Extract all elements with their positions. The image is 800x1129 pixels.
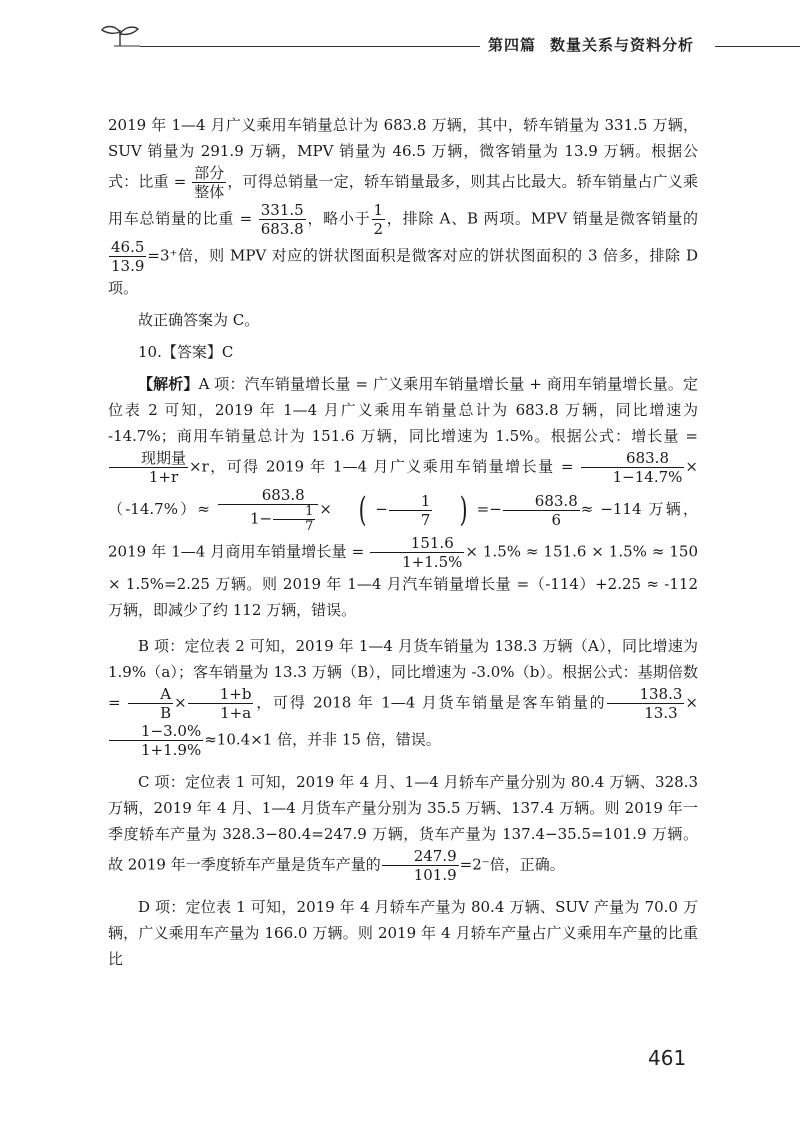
denominator: 1+r bbox=[148, 468, 179, 486]
numerator: 683.8 bbox=[503, 492, 580, 511]
denominator: 1+a bbox=[220, 704, 252, 722]
text: 2019 年 1—4 月广义乘用车销量总计为 683.8 万辆，其中，轿车销量为 331.5 万辆，SUV 销量为 291.9 万辆，MPV 销量为 46.5 万辆，微客销量为 13.9 万辆。根据公式：比重 = bbox=[108, 116, 698, 191]
fraction-passenger-base bbox=[581, 449, 685, 486]
minus-sign: − bbox=[375, 500, 388, 518]
page-body bbox=[108, 112, 698, 972]
text: C 项：定位表 1 可知，2019 年 4 月、1—4 月轿车产量分别为 80.4 万辆、328.3 万辆，2019 年 4 月、1—4 月货车产量分别为 35.5 万辆、137.4 万辆。则 2019 年一季度轿车产量为 328.3−80.4=247.9 万辆，货车产量为 137.4−35.5=101.9 万辆。故 2019 年一季度轿车产量是货车产量的 bbox=[108, 773, 698, 874]
right-paren: ) bbox=[460, 490, 469, 530]
denominator: 101.9 bbox=[413, 866, 457, 884]
numerator: 部分 bbox=[194, 164, 225, 182]
fraction-sedan-truck bbox=[382, 847, 459, 884]
page-number: 461 bbox=[648, 1046, 687, 1070]
numerator: 683.8 bbox=[581, 449, 685, 468]
numerator: 151.6 bbox=[370, 534, 464, 553]
header-rule-right bbox=[715, 46, 800, 47]
sprout-icon bbox=[100, 20, 140, 48]
text: ≈ −114 万辆，2019 年 1—4 月商用车销量增长量 = bbox=[108, 500, 698, 561]
fraction-one-seventh bbox=[273, 505, 315, 534]
fraction-growth-ratio bbox=[188, 685, 254, 722]
fraction-part-whole bbox=[192, 164, 226, 201]
denominator: 683.8 bbox=[260, 220, 304, 238]
denominator: B bbox=[160, 704, 172, 722]
fraction-rate-ratio bbox=[109, 722, 203, 759]
numerator: 现期量 bbox=[109, 449, 188, 468]
page-header bbox=[0, 0, 800, 80]
paragraph-1 bbox=[108, 112, 698, 301]
fraction-sixth bbox=[503, 492, 580, 529]
fraction-seventh bbox=[389, 492, 433, 529]
times-sign: × bbox=[685, 693, 698, 712]
text: 1− bbox=[250, 509, 273, 528]
text: ，略小于 bbox=[306, 209, 371, 228]
numerator: 1 bbox=[273, 505, 315, 520]
numerator: 1−3.0% bbox=[109, 722, 203, 741]
text: =2⁻倍，正确。 bbox=[459, 855, 565, 874]
denominator: 2 bbox=[373, 220, 384, 238]
header-title bbox=[488, 34, 694, 55]
numerator: 1 bbox=[373, 201, 384, 219]
times-sign: × bbox=[319, 500, 332, 518]
fraction-growth-formula bbox=[109, 449, 188, 486]
header-part: 第四篇 bbox=[488, 36, 537, 54]
text: =3⁺倍，则 MPV 对应的饼状图面积是微客对应的饼状图面积的 3 倍多，排除 D 项。 bbox=[108, 246, 698, 297]
denominator: 7 bbox=[420, 510, 431, 529]
paragraph-option-a bbox=[108, 371, 698, 623]
fraction-sedan-share bbox=[259, 201, 306, 238]
paragraph-option-c bbox=[108, 769, 698, 884]
denominator: 6 bbox=[551, 510, 562, 529]
numerator: 247.9 bbox=[382, 847, 459, 866]
paragraph-answer-line: 故正确答案为 C。 bbox=[138, 311, 260, 329]
denominator: 13.3 bbox=[644, 704, 678, 722]
denominator: 1+1.9% bbox=[141, 741, 202, 759]
fraction-half bbox=[372, 201, 386, 238]
equals-minus: =− bbox=[476, 500, 502, 518]
numerator: A bbox=[128, 685, 173, 704]
text: ×r，可得 2019 年 1—4 月广义乘用车销量增长量 = bbox=[189, 457, 574, 476]
analysis-label: 【解析】 bbox=[138, 375, 199, 393]
fraction-mpv-microvan bbox=[109, 238, 146, 275]
header-rule-left bbox=[140, 46, 480, 47]
paragraph-option-d: D 项：定位表 1 可知，2019 年 4 月轿车产量为 80.4 万辆、SUV 产量为 70.0 万辆，广义乘用车产量为 166.0 万辆。则 2019 年 4 月轿车产量占广义乘用车产量的比重比 bbox=[108, 898, 698, 968]
fraction-commercial-base bbox=[370, 534, 464, 571]
numerator: 1 bbox=[389, 492, 433, 511]
header-section-title: 数量关系与资料分析 bbox=[550, 36, 695, 54]
text: × 1.5% ≈ 151.6 × 1.5% ≈ 150 × 1.5%=2.25 万辆。则 2019 年 1—4 月汽车销量增长量 =（-114）+2.25 ≈ -112 万辆，即减少了约 112 万辆，错误。 bbox=[108, 542, 698, 619]
denominator bbox=[218, 505, 318, 534]
fraction-approx-seventh bbox=[218, 486, 318, 534]
text: ，排除 A、B 两项。MPV 销量是微客销量的 bbox=[386, 209, 698, 228]
question-10-answer: 10.【答案】C bbox=[138, 343, 234, 361]
numerator: 46.5 bbox=[111, 238, 145, 256]
times-sign: × bbox=[174, 693, 187, 712]
numerator: 138.3 bbox=[607, 685, 684, 704]
text: ，可得 2018 年 1—4 月货车销量是客车销量的 bbox=[254, 693, 607, 712]
fraction-truck-bus bbox=[607, 685, 684, 722]
numerator: 683.8 bbox=[218, 486, 318, 505]
left-paren: ( bbox=[358, 490, 367, 530]
fraction-a-over-b bbox=[128, 685, 173, 722]
numerator: 331.5 bbox=[260, 201, 304, 219]
denominator: 1+1.5% bbox=[402, 553, 463, 571]
text: ×（-14.7%）≈ bbox=[108, 457, 698, 518]
text: ，可得总销量一定，轿车销量最多，则其占比最大。轿车销量占广义乘用车总销量的比重 = bbox=[108, 172, 698, 228]
text: B 项：定位表 2 可知，2019 年 1—4 月货车销量为 138.3 万辆（A），同比增速为 1.9%（a）；客车销量为 13.3 万辆（B），同比增速为 -3.0%（b）。根据公式：基期倍数 = bbox=[108, 637, 698, 712]
denominator: 13.9 bbox=[111, 257, 145, 275]
numerator: 1+b bbox=[188, 685, 254, 704]
text: A 项：汽车销量增长量 = 广义乘用车销量增长量 + 商用车销量增长量。定位表 2 可知，2019 年 1—4 月广义乘用车销量总计为 683.8 万辆，同比增速为 -14.7%；商用车销量总计为 151.6 万辆，同比增速为 1.5%。根据公式：增长量 = bbox=[108, 375, 698, 445]
paragraph-option-b bbox=[108, 633, 698, 759]
denominator: 7 bbox=[305, 519, 314, 534]
text: ≈10.4×1 倍，并非 15 倍，错误。 bbox=[204, 730, 441, 749]
denominator: 1−14.7% bbox=[612, 468, 683, 486]
denominator: 整体 bbox=[194, 183, 225, 201]
